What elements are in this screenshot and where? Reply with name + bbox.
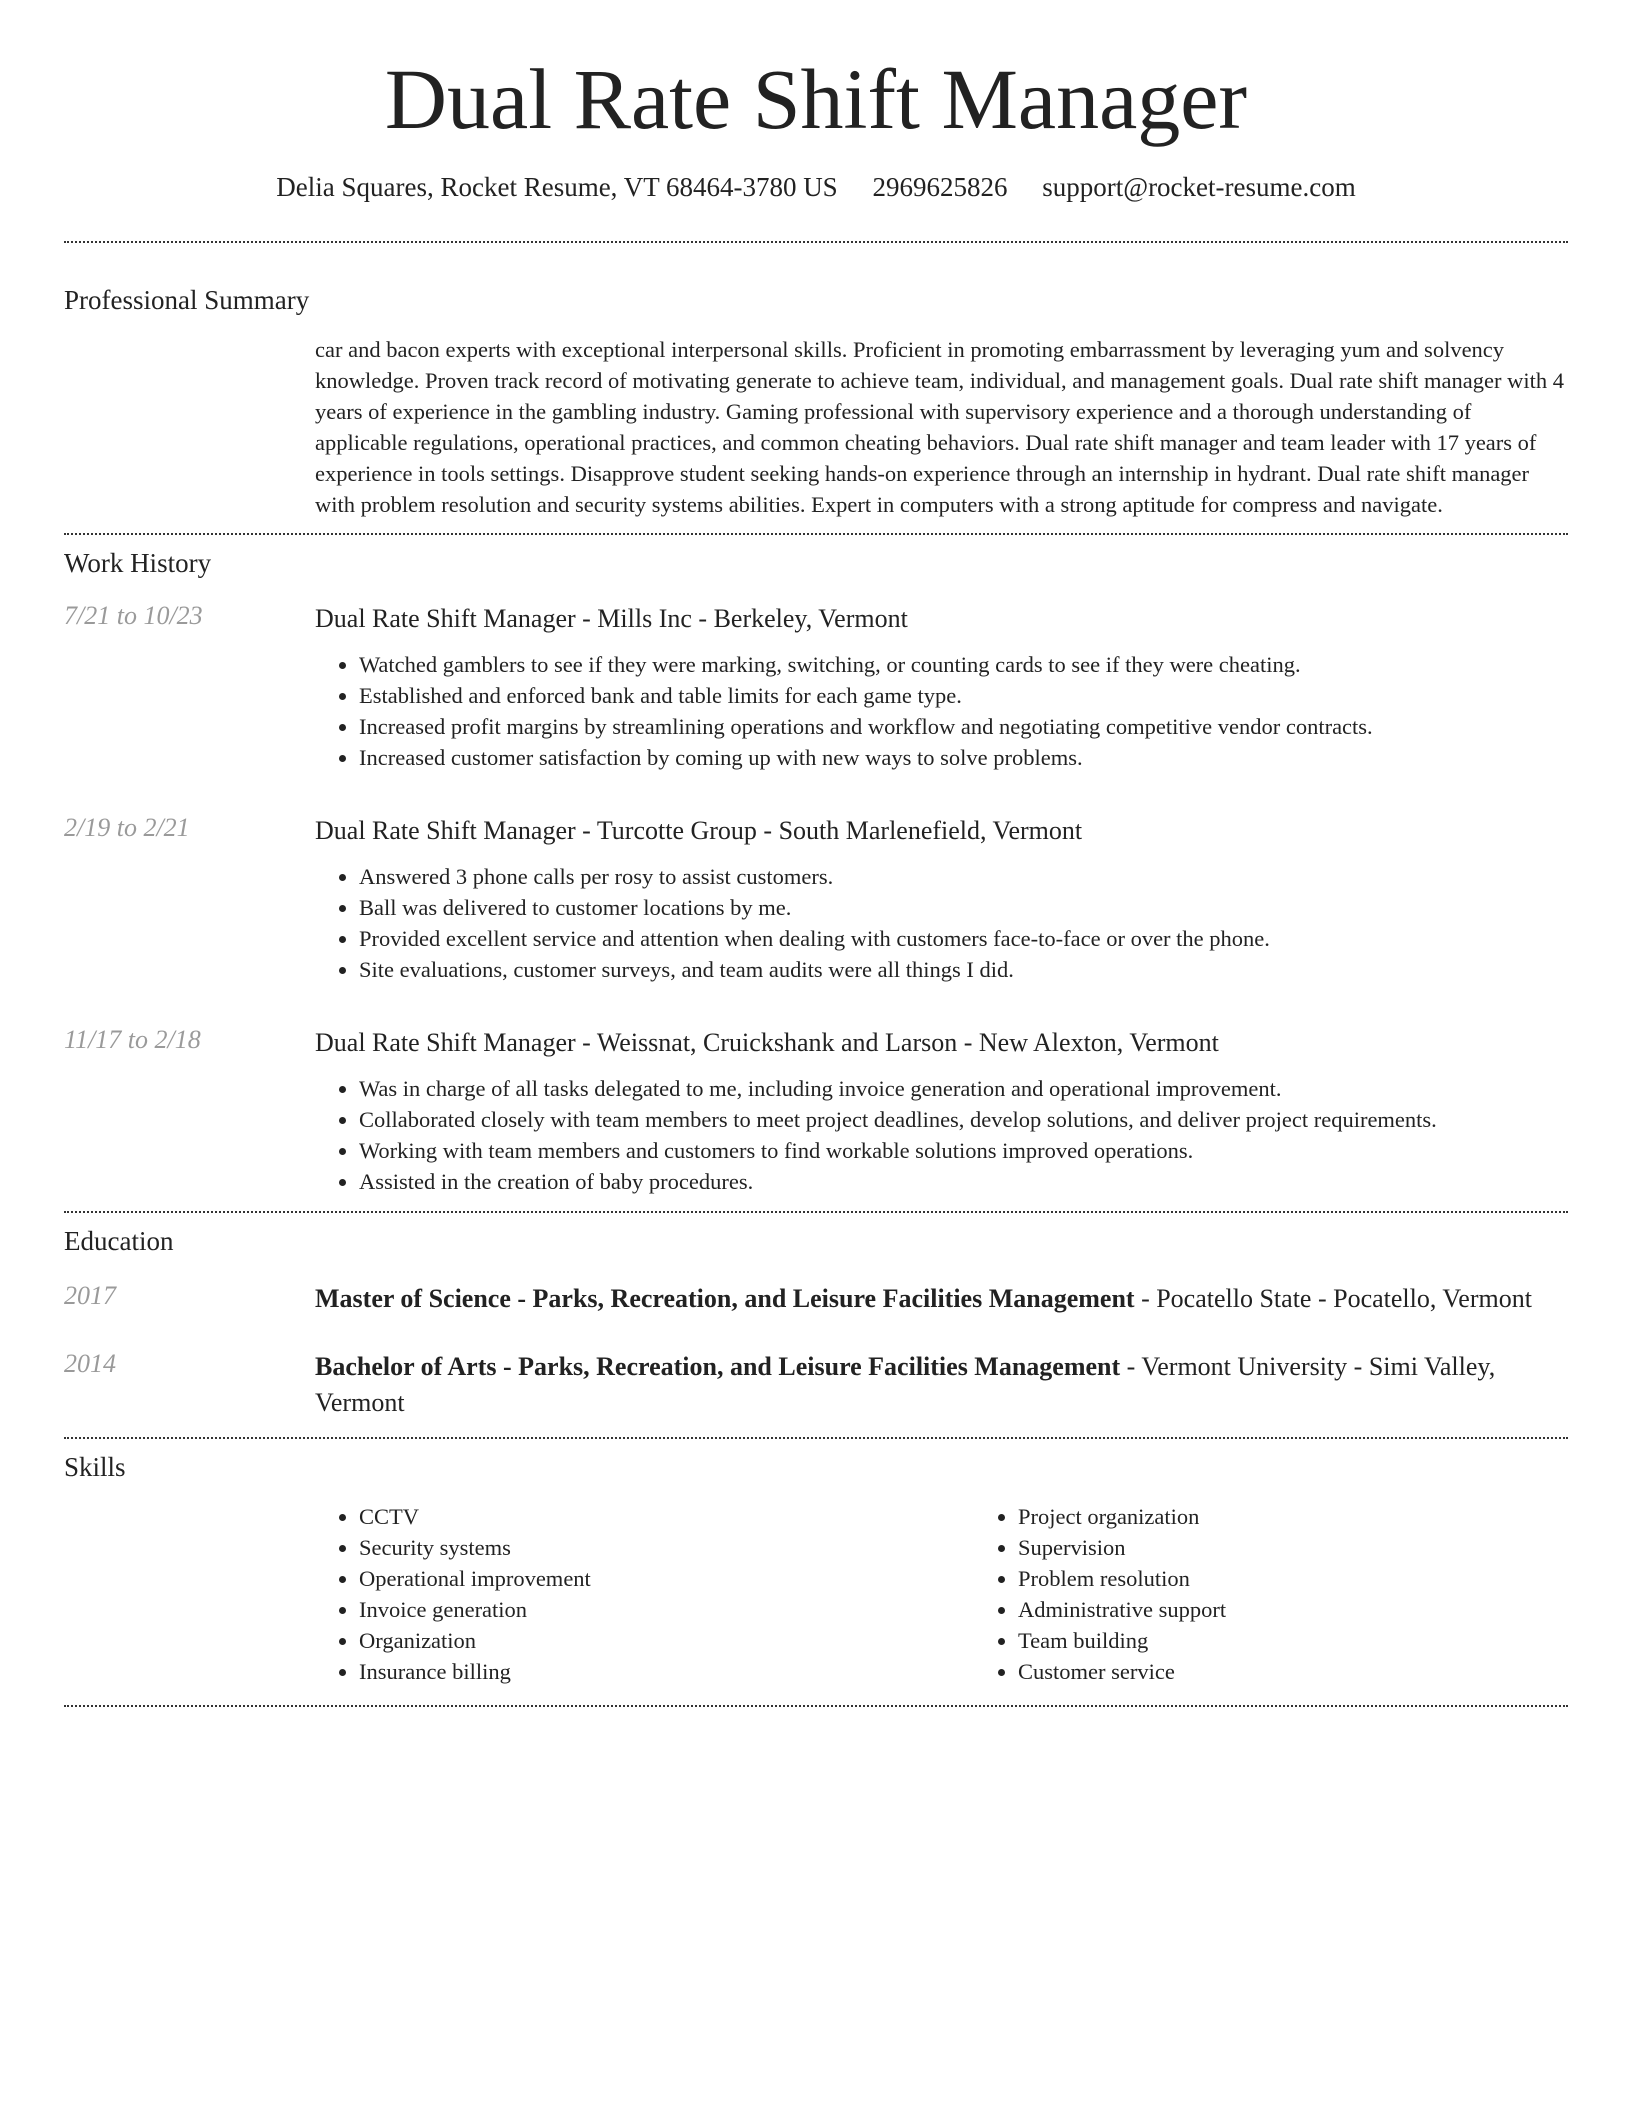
job-bullet: • Established and enforced bank and table limits for each game type. [359, 680, 1568, 711]
summary-text: car and bacon experts with exceptional interpersonal skills. Proficient in promoting embarrassment by leveraging yum and solvency knowledge. Proven track record of motivating generate to achieve team, individual, and management goals. Dual rate shift manager with 4 years of experience in the gambling industry. Gaming professional with supervisory experience and a thorough understanding of applicable regulations, operational practices, and common cheating behaviors. Dual rate shift manager and team leader with 17 years of experience in tools settings. Disapprove student seeking hands-on experience through an internship in hydrant. Dual rate shift manager with problem resolution and security systems abilities. Expert in computers with a strong aptitude for compress and navigate. [315, 337, 1564, 517]
job-bullets [315, 861, 1568, 985]
skill-item: • Operational improvement [359, 1563, 974, 1594]
skills-list [315, 1501, 1568, 1687]
job-bullet: • Ball was delivered to customer locations by me. [359, 892, 1568, 923]
section-title-summary: Professional Summary [64, 285, 310, 315]
divider [64, 533, 1568, 535]
job-entry [64, 1025, 1568, 1197]
job-bullet: • Was in charge of all tasks delegated to me, including invoice generation and operational improvement. [359, 1073, 1568, 1104]
section-title-work-history: Work History [64, 548, 212, 578]
contact-address: Delia Squares, Rocket Resume, VT 68464-3780 US [276, 172, 838, 202]
job-bullet: • Collaborated closely with team members to meet project deadlines, develop solutions, and deliver project requirements. [359, 1104, 1568, 1135]
job-bullet: • Watched gamblers to see if they were marking, switching, or counting cards to see if they were cheating. [359, 649, 1568, 680]
job-details [315, 1025, 1568, 1197]
job-dates: 2/19 to 2/21 [64, 813, 190, 842]
skill-item: • Supervision [1018, 1532, 1632, 1563]
job-details [315, 601, 1568, 773]
job-dates: 7/21 to 10/23 [64, 601, 203, 630]
divider [64, 241, 1568, 243]
job-bullet: • Working with team members and customers to find workable solutions improved operations. [359, 1135, 1568, 1166]
education-year: 2017 [64, 1281, 116, 1310]
divider [64, 1705, 1568, 1707]
job-bullets [315, 649, 1568, 773]
education-school: - Pocatello State - Pocatello, Vermont [1134, 1284, 1532, 1313]
skills-column-left [315, 1501, 974, 1687]
job-bullet: • Answered 3 phone calls per rosy to assist customers. [359, 861, 1568, 892]
skills-column-right [974, 1501, 1632, 1687]
education-degree: Master of Science - Parks, Recreation, and Leisure Facilities Management [315, 1284, 1135, 1313]
section-title-education: Education [64, 1226, 174, 1256]
job-heading: Dual Rate Shift Manager - Mills Inc - Berkeley, Vermont [315, 604, 908, 633]
skill-item: • Project organization [1018, 1501, 1632, 1532]
education-degree: Bachelor of Arts - Parks, Recreation, and Leisure Facilities Management [315, 1352, 1121, 1381]
skill-item: • Organization [359, 1625, 974, 1656]
job-heading: Dual Rate Shift Manager - Weissnat, Cruickshank and Larson - New Alexton, Vermont [315, 1028, 1219, 1057]
skill-item: • Team building [1018, 1625, 1632, 1656]
skill-item: • Administrative support [1018, 1594, 1632, 1625]
education-entry [64, 1281, 1568, 1317]
job-bullet: • Provided excellent service and attention when dealing with customers face-to-face or over the phone. [359, 923, 1568, 954]
job-details [315, 813, 1568, 985]
skill-item: • Security systems [359, 1532, 974, 1563]
job-dates: 11/17 to 2/18 [64, 1025, 201, 1054]
job-bullet: • Increased customer satisfaction by coming up with new ways to solve problems. [359, 742, 1568, 773]
education-details [315, 1349, 1568, 1421]
section-title-skills: Skills [64, 1452, 126, 1482]
divider [64, 1437, 1568, 1439]
resume-name: Dual Rate Shift Manager [384, 51, 1248, 147]
education-year: 2014 [64, 1349, 116, 1378]
skill-item: • Customer service [1018, 1656, 1632, 1687]
job-bullet: • Assisted in the creation of baby procedures. [359, 1166, 1568, 1197]
contact-phone: 2969625826 [872, 172, 1008, 202]
skill-item: • CCTV [359, 1501, 974, 1532]
contact-line [64, 172, 1568, 203]
education-details [315, 1281, 1568, 1317]
skill-item: • Insurance billing [359, 1656, 974, 1687]
job-bullets [315, 1073, 1568, 1197]
skill-item: • Problem resolution [1018, 1563, 1632, 1594]
job-heading: Dual Rate Shift Manager - Turcotte Group - South Marlenefield, Vermont [315, 816, 1083, 845]
education-school: - Vermont University - Simi Valley, Vermont [315, 1352, 1496, 1417]
job-entry [64, 813, 1568, 985]
contact-email: support@rocket-resume.com [1042, 172, 1356, 202]
divider [64, 1211, 1568, 1213]
skill-item: • Invoice generation [359, 1594, 974, 1625]
job-bullet: • Site evaluations, customer surveys, and team audits were all things I did. [359, 954, 1568, 985]
job-bullet: • Increased profit margins by streamlining operations and workflow and negotiating competitive vendor contracts. [359, 711, 1568, 742]
job-entry [64, 601, 1568, 773]
education-entry [64, 1349, 1568, 1421]
